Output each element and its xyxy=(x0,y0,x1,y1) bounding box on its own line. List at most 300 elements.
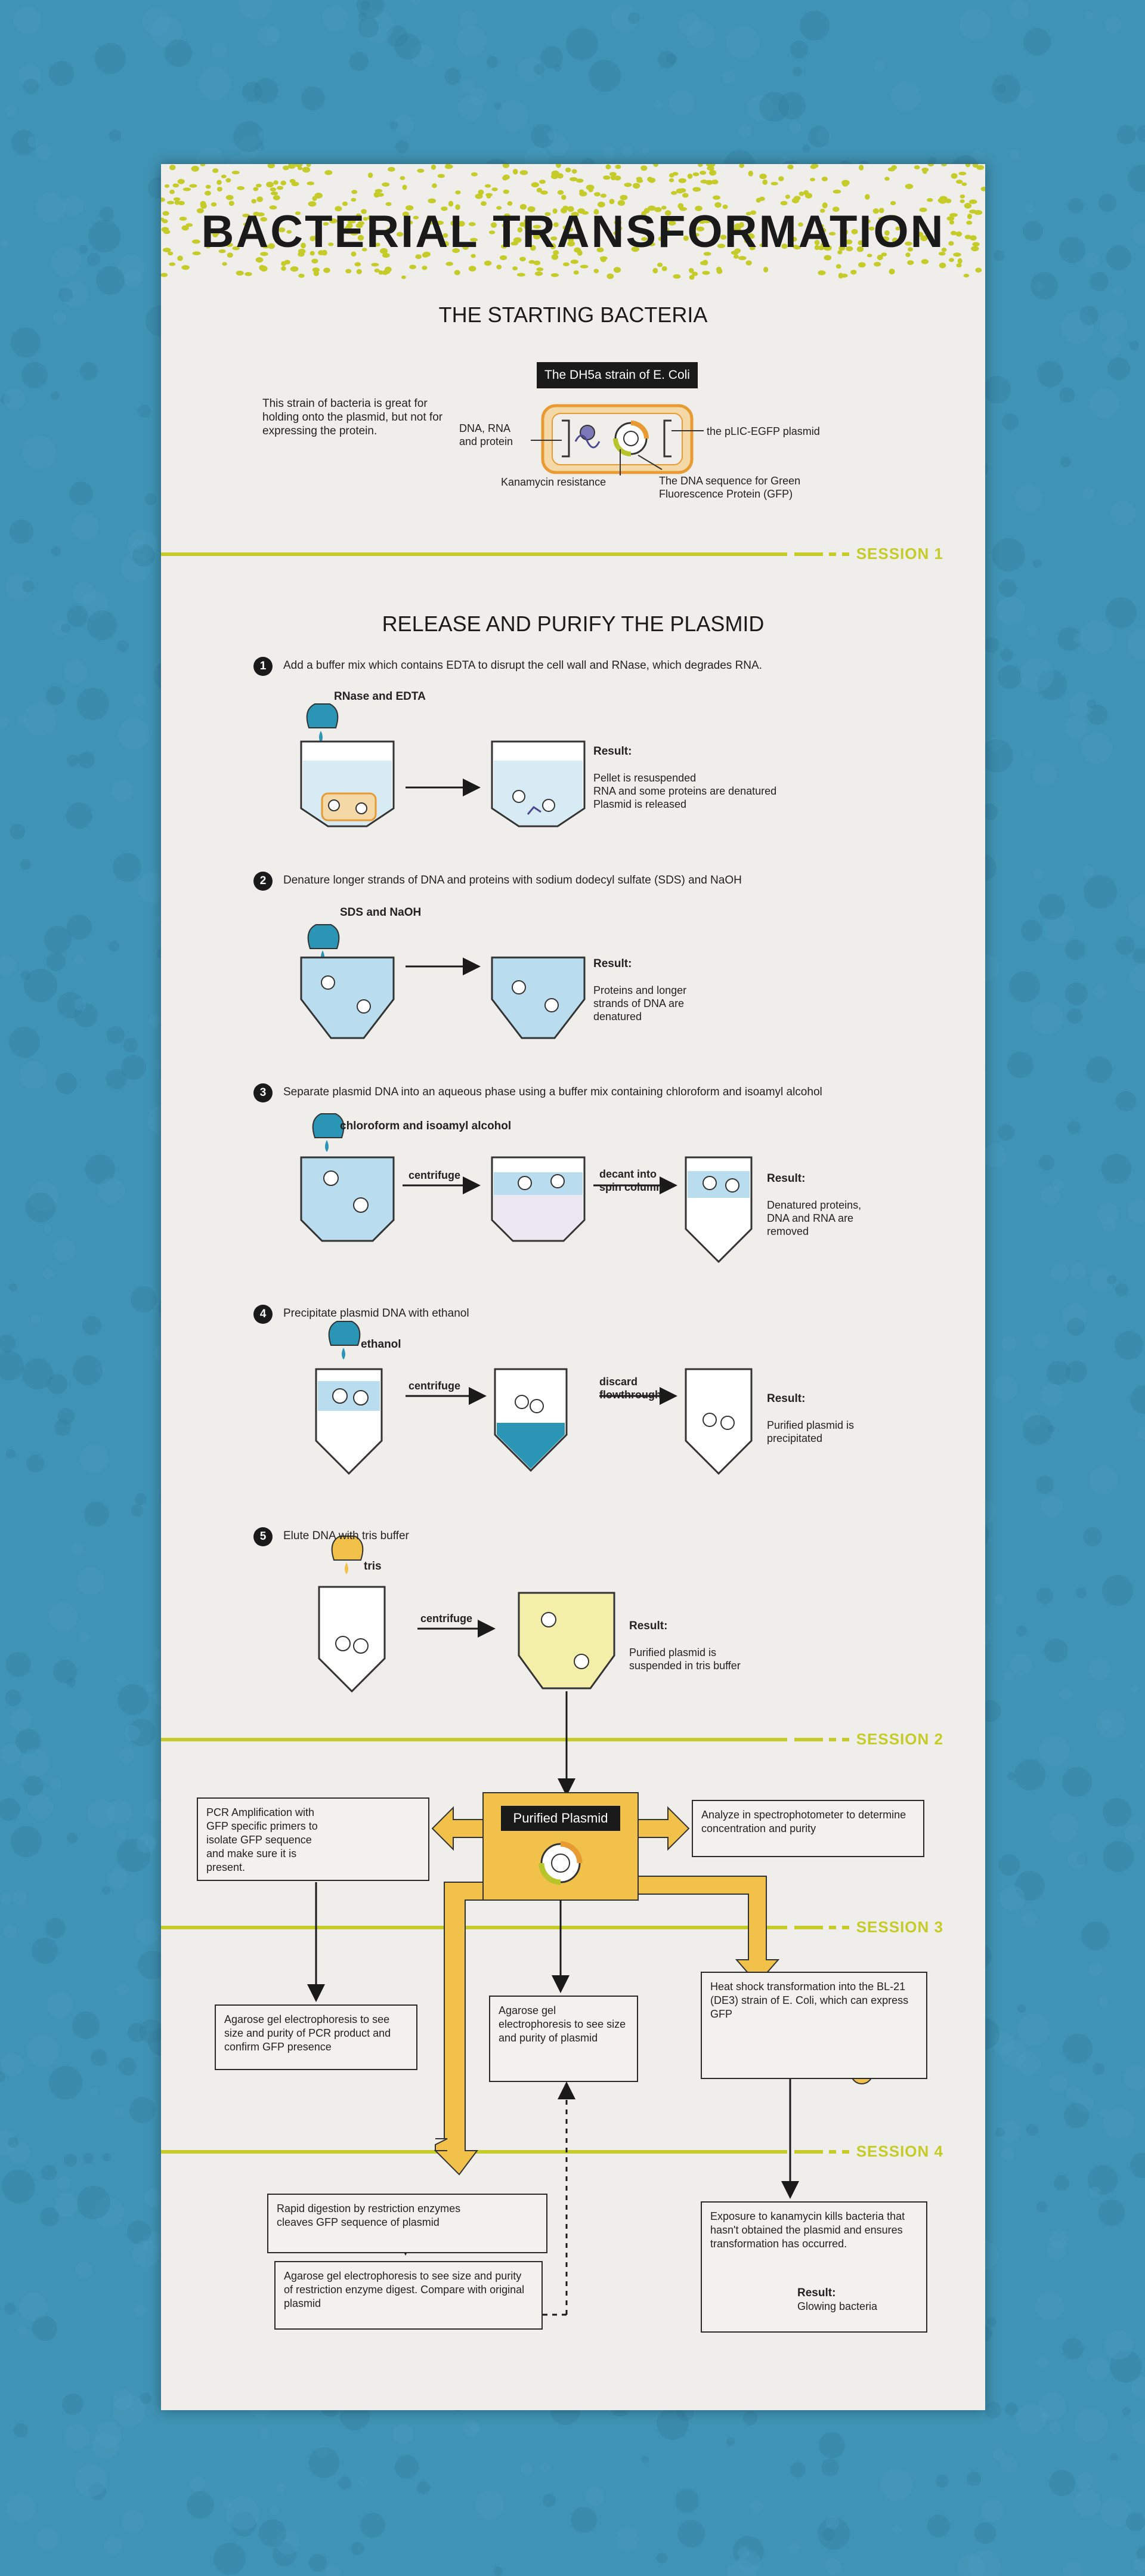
title-dot xyxy=(956,263,961,267)
wall-speck xyxy=(1090,2186,1100,2197)
title-dot xyxy=(311,259,318,264)
wall-speck xyxy=(1116,936,1135,955)
title-dot xyxy=(709,170,716,176)
wall-speck xyxy=(9,1027,40,1058)
wall-speck xyxy=(95,2421,122,2448)
title-dot xyxy=(707,166,714,171)
wall-speck xyxy=(103,2153,111,2161)
title-dot xyxy=(428,199,436,203)
title-dot xyxy=(206,185,211,189)
title-dot xyxy=(221,175,227,178)
title-dot xyxy=(572,169,577,174)
wall-speck xyxy=(540,2463,550,2472)
title-dot xyxy=(964,274,970,277)
wall-speck xyxy=(998,665,1022,689)
wall-speck xyxy=(100,207,114,221)
wall-speck xyxy=(1044,1639,1068,1663)
wall-speck xyxy=(7,2494,35,2522)
step-3-diagram xyxy=(301,1114,751,1262)
wall-speck xyxy=(74,999,86,1011)
title-dot xyxy=(266,182,274,188)
wall-speck xyxy=(11,328,41,357)
title-dot xyxy=(245,272,252,276)
title-dot xyxy=(662,266,667,271)
title-dot xyxy=(700,261,705,265)
title-dot xyxy=(958,258,963,264)
wall-speck xyxy=(1098,194,1116,212)
title-dot xyxy=(907,260,914,265)
wall-speck xyxy=(1053,1178,1064,1190)
wall-speck xyxy=(1050,2074,1067,2092)
title-dot xyxy=(200,164,206,166)
wall-speck xyxy=(72,1543,83,1555)
step-3-result-head: Result: xyxy=(767,1172,806,1185)
wall-speck xyxy=(1041,1496,1063,1517)
title-dot xyxy=(841,180,850,186)
title-dot xyxy=(354,262,361,267)
title-dot xyxy=(226,195,234,200)
wall-speck xyxy=(993,2448,1005,2460)
title-dot xyxy=(236,271,244,276)
title-dot xyxy=(432,183,437,188)
step-2-number: 2 xyxy=(253,872,273,891)
wall-speck xyxy=(4,2303,16,2315)
step-5-diagram xyxy=(319,1536,614,1793)
kanamycin-box xyxy=(701,2201,927,2333)
wall-speck xyxy=(1047,1361,1070,1385)
wall-speck xyxy=(1033,869,1044,880)
wall-speck xyxy=(790,2462,806,2478)
title-dot xyxy=(818,270,825,275)
title-dot xyxy=(165,184,169,188)
step-4-text: Precipitate plasmid DNA with ethanol xyxy=(283,1307,469,1320)
wall-speck xyxy=(1001,2456,1017,2473)
title-dot xyxy=(232,171,240,174)
wall-speck xyxy=(31,1314,41,1324)
wall-speck xyxy=(793,67,802,76)
step-4-reagent: ethanol xyxy=(361,1338,401,1351)
wall-speck xyxy=(53,311,66,325)
title-dot xyxy=(922,168,929,172)
title-dot xyxy=(636,177,642,181)
wall-speck xyxy=(84,1502,109,1527)
title-dot xyxy=(288,164,296,169)
wall-speck xyxy=(475,2491,504,2519)
wall-speck xyxy=(1017,2013,1050,2046)
wall-speck xyxy=(1090,272,1109,291)
title-dot xyxy=(513,169,518,175)
wall-speck xyxy=(1039,1735,1069,1765)
kanamycin-text: Exposure to kanamycin kills bacteria that hasn't obtained the plasmid and ensures transformation has occurred. xyxy=(710,2210,905,2250)
step-4-result xyxy=(767,1379,886,1445)
wall-speck xyxy=(1093,986,1106,999)
digest-box: Rapid digestion by restriction enzymes cleaves GFP sequence of plasmid xyxy=(267,2194,547,2253)
title-dot xyxy=(889,268,895,274)
title-dot xyxy=(939,262,946,268)
wall-speck xyxy=(26,1193,55,1222)
label-plasmid: the pLIC-EGFP plasmid xyxy=(707,425,820,437)
wall-speck xyxy=(80,1444,109,1473)
wall-speck xyxy=(149,1015,161,1027)
title-dot xyxy=(669,173,674,177)
wall-speck xyxy=(395,2455,419,2479)
step-3-arrow-decant: decant into spin column xyxy=(599,1168,663,1193)
title-dot xyxy=(759,174,767,179)
wall-speck xyxy=(87,610,117,640)
title-dot xyxy=(502,176,508,181)
wall-speck xyxy=(77,688,109,720)
wall-speck xyxy=(997,596,1025,625)
wall-speck xyxy=(1113,286,1123,296)
wall-speck xyxy=(23,79,39,94)
wall-speck xyxy=(108,1868,128,1889)
wall-speck xyxy=(95,43,126,74)
title-dot xyxy=(700,171,706,175)
title-dot xyxy=(485,184,491,188)
wall-speck xyxy=(80,362,98,380)
title-dot xyxy=(383,270,390,274)
wall-speck xyxy=(1089,1658,1110,1680)
wall-speck xyxy=(1106,245,1131,270)
title-dot xyxy=(503,190,509,194)
title-dot xyxy=(778,176,784,181)
step-2-result xyxy=(593,944,713,1023)
wall-speck xyxy=(114,2107,124,2117)
title-dot xyxy=(388,167,395,172)
wall-speck xyxy=(1039,1155,1054,1170)
heat-shock-box: Heat shock transformation into the BL-21 (DE3) strain of E. Coli, which can express GFP xyxy=(701,1972,927,2079)
wall-speck xyxy=(138,404,151,418)
wall-speck xyxy=(722,70,735,84)
wall-speck xyxy=(802,144,810,153)
wall-speck xyxy=(1083,866,1094,876)
wall-speck xyxy=(1105,17,1122,33)
title-dot xyxy=(763,267,768,272)
title-dot xyxy=(586,185,595,190)
wall-speck xyxy=(1107,1275,1116,1284)
wall-speck xyxy=(1049,2422,1061,2434)
title-dot xyxy=(799,191,804,196)
wall-speck xyxy=(1090,1466,1118,1494)
wall-speck xyxy=(21,1749,49,1777)
wall-speck xyxy=(1067,1008,1082,1024)
wall-speck xyxy=(1017,2004,1026,2013)
wall-speck xyxy=(1110,501,1135,526)
step-1-diagram xyxy=(301,704,584,826)
wall-speck xyxy=(79,1632,89,1642)
wall-speck xyxy=(666,54,677,64)
wall-speck xyxy=(1054,2175,1069,2191)
wall-speck xyxy=(78,752,95,768)
title-dot xyxy=(576,178,584,183)
wall-speck xyxy=(102,1886,110,1895)
title-dot xyxy=(454,270,460,276)
wall-speck xyxy=(994,1595,1004,1604)
step-3-text: Separate plasmid DNA into an aqueous phase using a buffer mix containing chloroform and isoamyl alcohol xyxy=(283,1086,822,1098)
title-dot xyxy=(400,176,406,180)
wall-speck xyxy=(32,2316,57,2341)
wall-speck xyxy=(936,2475,949,2488)
wall-speck xyxy=(675,2489,699,2513)
wall-speck xyxy=(1010,150,1019,159)
title-dot xyxy=(949,258,954,262)
wall-speck xyxy=(4,388,25,410)
wall-speck xyxy=(198,67,231,100)
title-dot xyxy=(471,172,478,177)
title-dot xyxy=(273,195,280,200)
title-dot xyxy=(551,273,559,277)
wall-speck xyxy=(190,2476,205,2491)
title-dot xyxy=(273,180,278,185)
wall-speck xyxy=(983,1144,1007,1167)
wall-speck xyxy=(1036,1476,1054,1494)
wall-speck xyxy=(276,2483,286,2492)
wall-speck xyxy=(1,1893,11,1904)
title-dot xyxy=(938,198,944,203)
title-dot xyxy=(520,170,528,175)
title-dot xyxy=(403,185,407,190)
title-dot xyxy=(601,257,606,262)
title-dot xyxy=(833,190,841,194)
step-1-number: 1 xyxy=(253,657,273,676)
wall-speck xyxy=(1002,1336,1016,1351)
wall-speck xyxy=(1062,2338,1084,2359)
title-dot xyxy=(688,174,693,179)
wall-speck xyxy=(1015,484,1042,512)
wall-speck xyxy=(1033,762,1057,786)
wall-speck xyxy=(1103,1798,1131,1827)
wall-speck xyxy=(395,140,409,153)
wall-speck xyxy=(1080,620,1113,654)
title-dot xyxy=(175,200,180,205)
title-dot xyxy=(281,266,286,271)
title-dot xyxy=(689,275,695,280)
title-dot xyxy=(561,195,566,200)
title-dot xyxy=(517,273,525,276)
title-dot xyxy=(787,165,793,169)
wall-speck xyxy=(1085,11,1093,20)
wall-speck xyxy=(998,1124,1014,1141)
title-dot xyxy=(679,178,686,183)
wall-speck xyxy=(980,2499,1003,2522)
title-dot xyxy=(302,167,311,173)
title-dot xyxy=(455,190,460,194)
wall-speck xyxy=(88,1800,115,1827)
wall-speck xyxy=(131,1286,157,1312)
wall-speck xyxy=(1020,658,1054,691)
wall-speck xyxy=(825,2559,841,2575)
wall-speck xyxy=(0,240,8,248)
title-dot xyxy=(611,175,616,180)
title-dot xyxy=(669,178,674,183)
wall-speck xyxy=(1007,1772,1016,1780)
wall-speck xyxy=(98,1178,125,1204)
step-3-result-text: Denatured proteins, DNA and RNA are removed xyxy=(767,1199,862,1237)
title-dot xyxy=(657,262,663,267)
title-dot xyxy=(633,183,640,189)
wall-speck xyxy=(37,2528,58,2550)
step-1-text: Add a buffer mix which contains EDTA to disrupt the cell wall and RNase, which degrades RNA. xyxy=(283,659,762,672)
title-dot xyxy=(270,187,277,191)
wall-speck xyxy=(994,251,1004,261)
session-4-label: SESSION 4 xyxy=(856,2142,943,2160)
wall-speck xyxy=(1039,894,1065,920)
wall-speck xyxy=(129,2097,156,2123)
wall-speck xyxy=(1004,1672,1013,1681)
wall-speck xyxy=(1,2053,24,2076)
title-dot xyxy=(189,184,197,188)
wall-speck xyxy=(566,28,598,60)
wall-speck xyxy=(44,1225,51,1233)
wall-speck xyxy=(444,68,461,85)
title-dot xyxy=(762,180,768,185)
wall-speck xyxy=(1067,1121,1081,1134)
wall-speck xyxy=(132,2240,160,2268)
wall-speck xyxy=(18,2326,26,2334)
title-dot xyxy=(615,165,621,169)
title-dot xyxy=(529,260,536,264)
step-1-result xyxy=(593,732,784,811)
title-dot xyxy=(652,268,658,273)
wall-speck xyxy=(259,2519,286,2547)
wall-speck xyxy=(14,2423,28,2438)
title-dot xyxy=(785,194,790,199)
title-dot xyxy=(574,270,579,274)
wall-speck xyxy=(622,146,633,157)
title-dot xyxy=(351,198,357,202)
title-dot xyxy=(376,193,384,197)
wall-speck xyxy=(146,1683,155,1692)
wall-speck xyxy=(1050,1813,1078,1842)
wall-speck xyxy=(974,2522,996,2544)
wall-speck xyxy=(1086,1057,1112,1083)
wall-speck xyxy=(113,853,141,882)
wall-speck xyxy=(1073,2489,1101,2517)
wall-speck xyxy=(788,2543,799,2553)
wall-speck xyxy=(1110,2453,1118,2460)
wall-speck xyxy=(222,2498,232,2508)
wall-speck xyxy=(21,971,30,980)
wall-speck xyxy=(1066,2086,1081,2101)
wall-speck xyxy=(43,1268,54,1279)
wall-speck xyxy=(1001,2147,1014,2160)
wall-speck xyxy=(119,1748,134,1763)
poster-title: BACTERIAL TRANSFORMATION xyxy=(201,206,945,257)
wall-speck xyxy=(654,100,663,109)
title-dot xyxy=(535,271,543,276)
title-dot xyxy=(237,186,245,190)
wall-speck xyxy=(27,2035,59,2067)
wall-speck xyxy=(1129,341,1139,350)
wall-speck xyxy=(819,2432,845,2458)
wall-speck xyxy=(137,1834,156,1853)
wall-speck xyxy=(117,1984,129,1996)
wall-speck xyxy=(1064,716,1087,739)
title-dot xyxy=(792,198,799,203)
wall-speck xyxy=(417,2481,430,2494)
wall-speck xyxy=(750,2500,763,2513)
wall-speck xyxy=(669,90,694,115)
wall-speck xyxy=(1021,920,1042,941)
title-dot xyxy=(838,273,843,279)
title-dot xyxy=(975,268,982,273)
wall-speck xyxy=(800,11,830,41)
step-5-number: 5 xyxy=(253,1527,273,1546)
wall-speck xyxy=(1060,456,1071,467)
wall-speck xyxy=(64,2424,89,2450)
wall-speck xyxy=(1087,2358,1110,2380)
wall-speck xyxy=(55,1073,77,1094)
wall-speck xyxy=(58,288,73,302)
wall-speck xyxy=(891,82,921,112)
wall-speck xyxy=(1036,2356,1048,2368)
title-dot xyxy=(271,191,278,195)
step-4-arrow-discard: discard flowthrough xyxy=(599,1376,661,1401)
wall-speck xyxy=(493,2566,503,2576)
title-dot xyxy=(222,262,227,265)
wall-speck xyxy=(308,2447,339,2478)
wall-speck xyxy=(1033,560,1041,568)
wall-speck xyxy=(1033,1333,1048,1348)
wall-speck xyxy=(72,513,99,540)
title-dot xyxy=(212,168,218,173)
title-dot xyxy=(671,191,677,195)
title-dot xyxy=(291,182,299,186)
wall-speck xyxy=(987,2317,997,2327)
title-dot xyxy=(507,201,513,206)
wall-speck xyxy=(23,702,57,736)
wall-speck xyxy=(21,362,48,388)
title-dot xyxy=(351,190,357,194)
wall-speck xyxy=(1031,1002,1063,1034)
title-dot xyxy=(640,165,647,171)
step-1-result-text: Pellet is resuspended RNA and some proteins are denatured Plasmid is released xyxy=(593,772,777,810)
wall-speck xyxy=(1087,699,1096,709)
wall-speck xyxy=(1036,2201,1047,2212)
step-2-diagram xyxy=(301,925,584,1038)
wall-speck xyxy=(87,253,100,266)
wall-speck xyxy=(1065,940,1085,960)
step-1-reagent: RNase and EDTA xyxy=(334,690,426,703)
wall-speck xyxy=(79,245,88,254)
title-dot xyxy=(914,165,920,169)
title-dot xyxy=(620,195,628,200)
title-dot xyxy=(496,265,502,270)
title-dot xyxy=(563,262,570,267)
wall-speck xyxy=(1067,1318,1085,1336)
wall-speck xyxy=(1030,272,1058,299)
wall-speck xyxy=(258,131,267,140)
title-dot xyxy=(253,187,258,191)
dh5a-cell-icon xyxy=(531,406,704,475)
title-dot xyxy=(314,193,323,199)
wall-speck xyxy=(1116,1091,1136,1111)
wall-speck xyxy=(687,21,714,48)
wall-speck xyxy=(1,1744,21,1764)
title-dot xyxy=(858,262,866,267)
wall-speck xyxy=(2,2170,35,2203)
wall-speck xyxy=(14,7,41,34)
wall-speck xyxy=(260,2429,270,2438)
wall-speck xyxy=(47,952,66,971)
title-dot xyxy=(357,269,362,274)
step-5-arrow-centrifuge: centrifuge xyxy=(420,1613,473,1624)
step-3-number: 3 xyxy=(253,1083,273,1102)
wall-speck xyxy=(36,193,66,223)
title-dot xyxy=(251,199,256,204)
wall-speck xyxy=(40,2207,59,2226)
title-dot xyxy=(307,164,311,167)
